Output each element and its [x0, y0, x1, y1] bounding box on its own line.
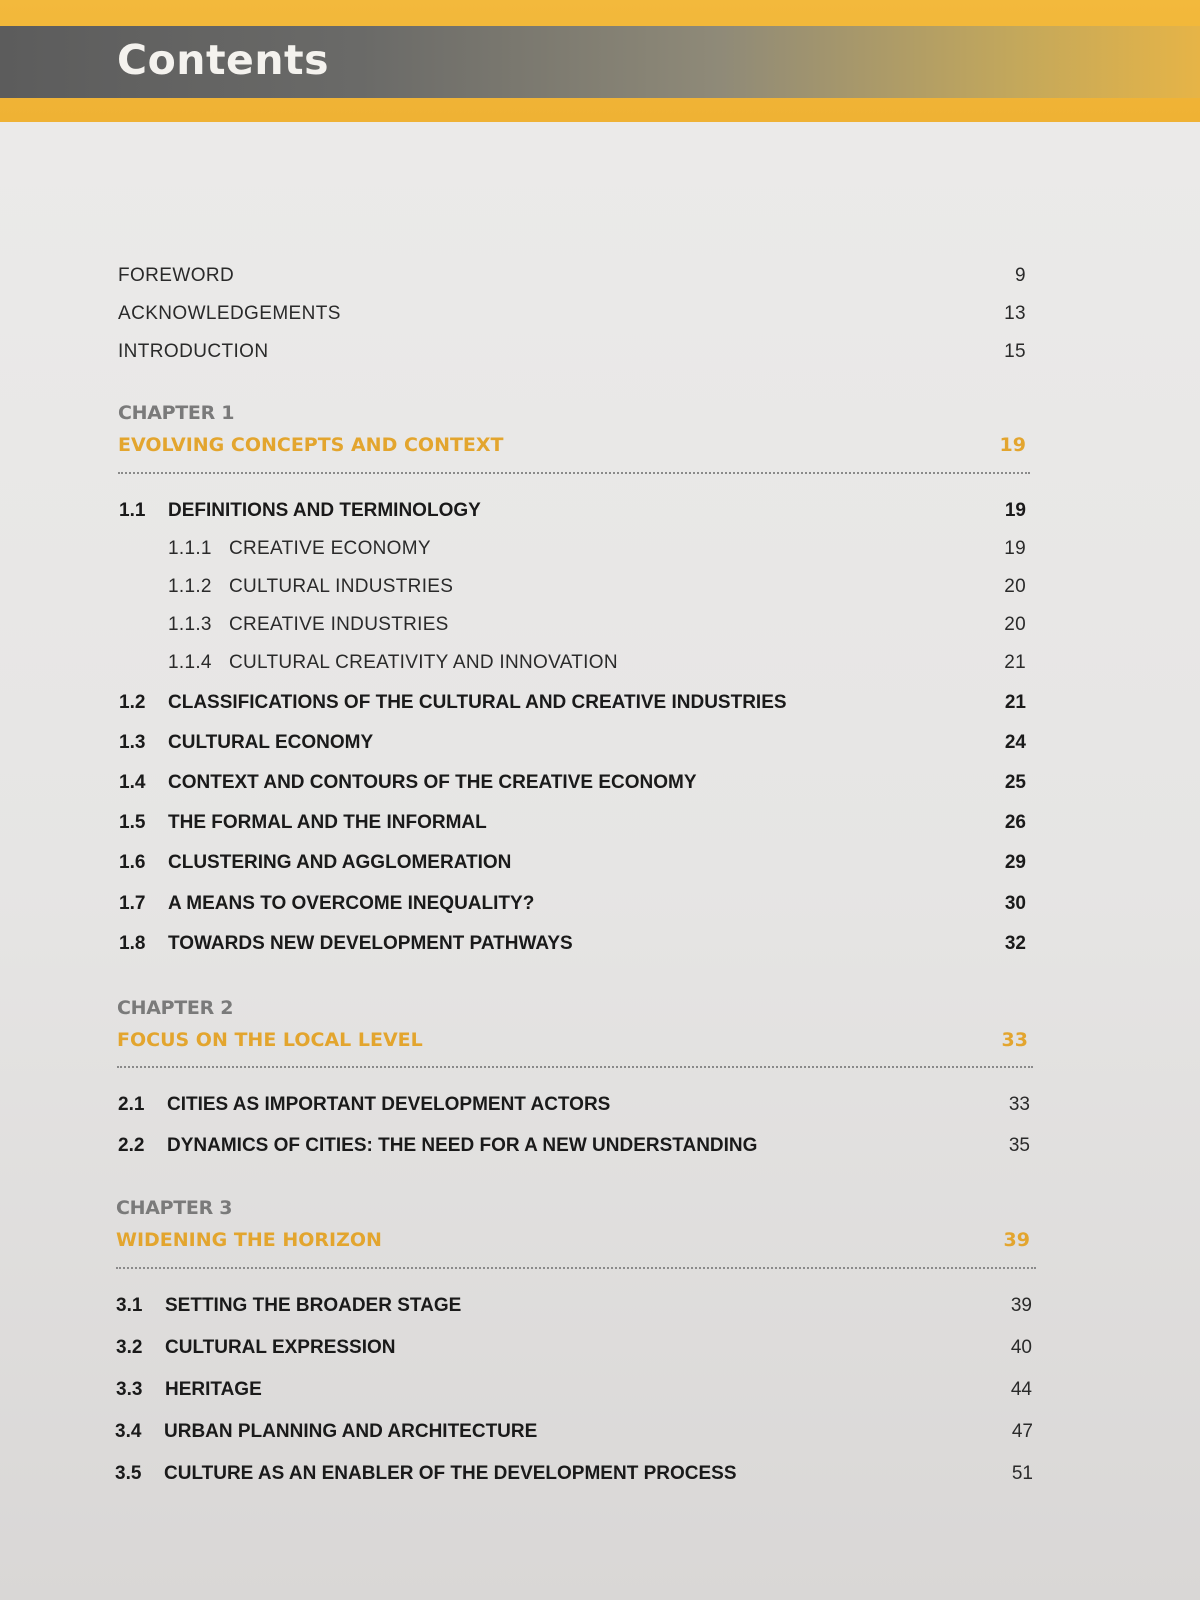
subsection-page: 20 — [1004, 576, 1026, 597]
section-title: DEFINITIONS AND TERMINOLOGY — [168, 500, 481, 521]
subsection-page: 21 — [1004, 652, 1026, 673]
section-title: CULTURAL ECONOMY — [168, 732, 374, 753]
chapter-page: 39 — [1003, 1229, 1030, 1251]
toc-subsection[interactable] — [0, 538, 1200, 568]
chapter-label: CHAPTER 2 — [117, 997, 234, 1019]
toc-entry-title: FOREWORD — [118, 265, 235, 286]
chapter-divider — [118, 472, 1030, 474]
chapter-page: 19 — [999, 434, 1026, 456]
section-title: CITIES AS IMPORTANT DEVELOPMENT ACTORS — [167, 1094, 611, 1115]
section-page: 25 — [1004, 772, 1026, 793]
chapter-divider — [117, 1066, 1033, 1068]
section-page: 44 — [1010, 1379, 1032, 1400]
section-title: CONTEXT AND CONTOURS OF THE CREATIVE ECONOMY — [168, 772, 697, 793]
section-page: 33 — [1008, 1094, 1030, 1115]
section-page: 26 — [1004, 812, 1026, 833]
section-number: 1.3 — [119, 732, 146, 753]
toc-section[interactable] — [0, 1135, 1200, 1165]
section-number: 1.6 — [119, 852, 146, 873]
section-title: THE FORMAL AND THE INFORMAL — [168, 812, 487, 833]
toc-section[interactable] — [0, 1463, 1200, 1493]
section-page: 40 — [1010, 1337, 1032, 1358]
section-number: 3.2 — [116, 1337, 143, 1358]
subsection-number: 1.1.1 — [168, 538, 212, 559]
toc-section[interactable] — [0, 852, 1200, 882]
toc-section[interactable] — [0, 1295, 1200, 1325]
section-number: 1.7 — [119, 893, 146, 914]
section-title: CLASSIFICATIONS OF THE CULTURAL AND CREATIVE INDUSTRIES — [168, 692, 787, 713]
subsection-number: 1.1.3 — [168, 614, 212, 635]
section-title: CLUSTERING AND AGGLOMERATION — [168, 852, 512, 873]
section-title: TOWARDS NEW DEVELOPMENT PATHWAYS — [168, 933, 573, 954]
toc-subsection[interactable] — [0, 652, 1200, 682]
page-title: Contents — [117, 36, 330, 84]
subsection-page: 19 — [1004, 538, 1026, 559]
toc-entry-introduction[interactable] — [0, 341, 1200, 371]
toc-section[interactable] — [0, 893, 1200, 923]
toc-entry-page: 13 — [1004, 303, 1026, 324]
chapter-label: CHAPTER 1 — [118, 402, 235, 424]
toc-section[interactable] — [0, 1421, 1200, 1451]
toc-section[interactable] — [0, 500, 1200, 530]
section-title: HERITAGE — [165, 1379, 262, 1400]
toc-entry-foreword[interactable] — [0, 265, 1200, 295]
section-number: 1.8 — [119, 933, 146, 954]
section-title: A MEANS TO OVERCOME INEQUALITY? — [168, 893, 535, 914]
subsection-title: CULTURAL INDUSTRIES — [229, 576, 454, 597]
section-title: DYNAMICS OF CITIES: THE NEED FOR A NEW UNDERSTANDING — [167, 1135, 758, 1156]
section-page: 19 — [1004, 500, 1026, 521]
section-page: 29 — [1004, 852, 1026, 873]
chapter-title[interactable]: WIDENING THE HORIZON — [116, 1229, 382, 1251]
toc-section[interactable] — [0, 772, 1200, 802]
chapter-divider — [116, 1267, 1036, 1269]
subsection-number: 1.1.2 — [168, 576, 212, 597]
toc-section[interactable] — [0, 812, 1200, 842]
section-number: 3.4 — [115, 1421, 142, 1442]
toc-subsection[interactable] — [0, 614, 1200, 644]
section-title: CULTURAL EXPRESSION — [165, 1337, 396, 1358]
subsection-title: CULTURAL CREATIVITY AND INNOVATION — [229, 652, 618, 673]
section-number: 1.4 — [119, 772, 146, 793]
section-number: 1.1 — [119, 500, 146, 521]
chapter-label: CHAPTER 3 — [116, 1197, 233, 1219]
section-number: 2.1 — [118, 1094, 145, 1115]
toc-entry-page: 15 — [1004, 341, 1026, 362]
chapter-page: 33 — [1001, 1029, 1028, 1051]
section-page: 30 — [1004, 893, 1026, 914]
section-page: 47 — [1011, 1421, 1033, 1442]
section-title: URBAN PLANNING AND ARCHITECTURE — [164, 1421, 538, 1442]
section-page: 24 — [1004, 732, 1026, 753]
chapter-title[interactable]: FOCUS ON THE LOCAL LEVEL — [117, 1029, 423, 1051]
section-page: 35 — [1008, 1135, 1030, 1156]
subsection-page: 20 — [1004, 614, 1026, 635]
toc-section[interactable] — [0, 1094, 1200, 1124]
toc-entry-title: INTRODUCTION — [118, 341, 269, 362]
section-number: 3.1 — [116, 1295, 143, 1316]
section-page: 21 — [1004, 692, 1026, 713]
section-page: 51 — [1011, 1463, 1033, 1484]
toc-entry-page: 9 — [1015, 265, 1026, 286]
section-number: 2.2 — [118, 1135, 145, 1156]
subsection-title: CREATIVE ECONOMY — [229, 538, 431, 559]
section-title: CULTURE AS AN ENABLER OF THE DEVELOPMENT PROCESS — [164, 1463, 737, 1484]
section-number: 3.5 — [115, 1463, 142, 1484]
subsection-number: 1.1.4 — [168, 652, 212, 673]
section-number: 3.3 — [116, 1379, 143, 1400]
toc-section[interactable] — [0, 1337, 1200, 1367]
toc-section[interactable] — [0, 1379, 1200, 1409]
toc-entry-title: ACKNOWLEDGEMENTS — [118, 303, 341, 324]
section-page: 39 — [1010, 1295, 1032, 1316]
toc-section[interactable] — [0, 732, 1200, 762]
section-page: 32 — [1004, 933, 1026, 954]
section-title: SETTING THE BROADER STAGE — [165, 1295, 462, 1316]
toc-section[interactable] — [0, 933, 1200, 963]
subsection-title: CREATIVE INDUSTRIES — [229, 614, 449, 635]
section-number: 1.2 — [119, 692, 146, 713]
toc-section[interactable] — [0, 692, 1200, 722]
toc-entry-acknowledgements[interactable] — [0, 303, 1200, 333]
chapter-title[interactable]: EVOLVING CONCEPTS AND CONTEXT — [118, 434, 504, 456]
section-number: 1.5 — [119, 812, 146, 833]
toc-subsection[interactable] — [0, 576, 1200, 606]
